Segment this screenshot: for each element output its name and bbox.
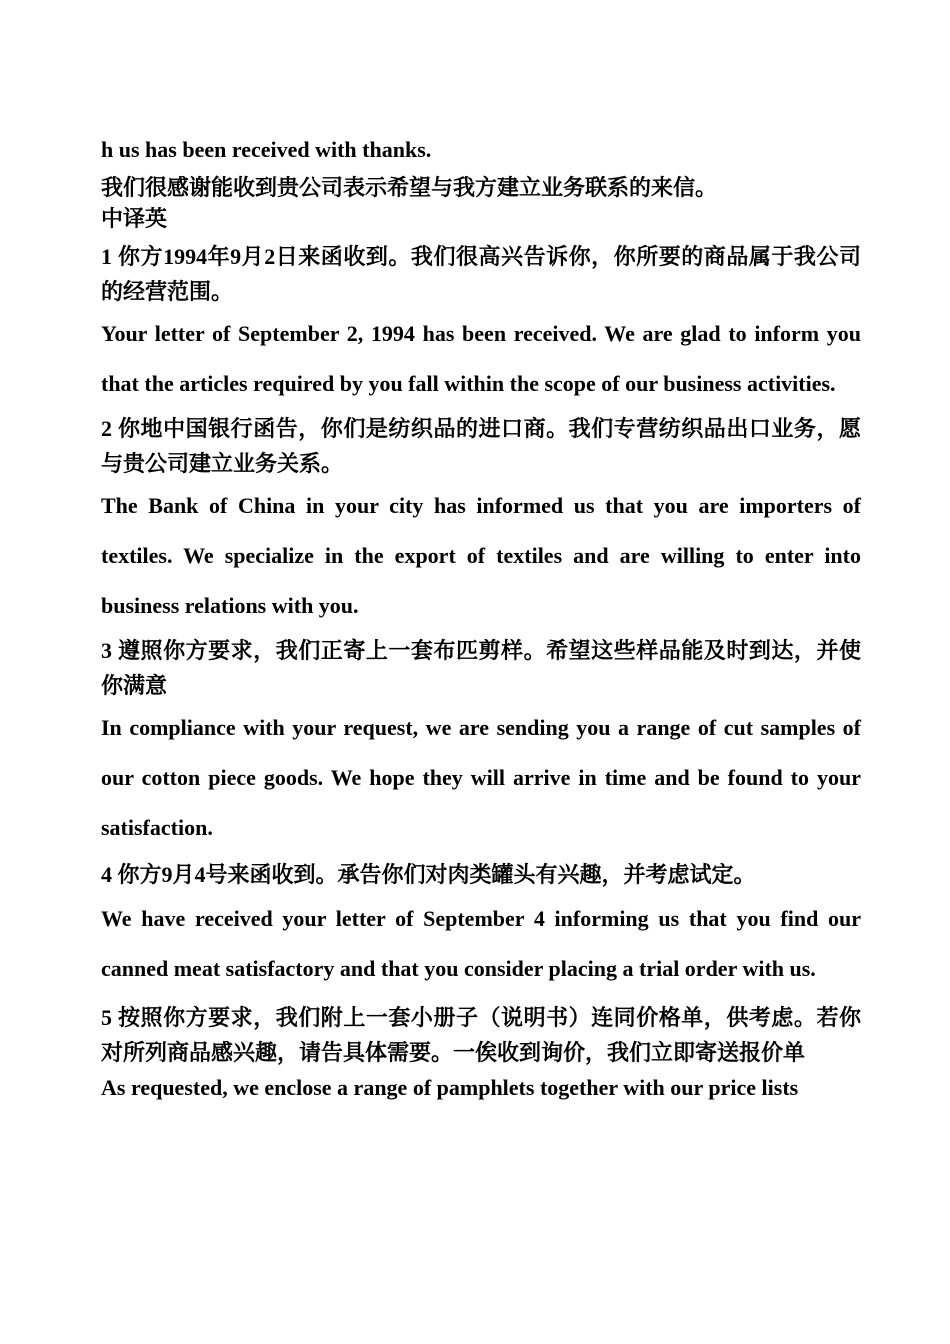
item-5-english: As requested, we enclose a range of pamphlets together with our price lists bbox=[101, 1075, 799, 1100]
item-1-chinese: 1 你方1994年9月2日来函收到。我们很高兴告诉你，你所要的商品属于我公司的经营范围。 bbox=[101, 244, 861, 304]
item-2-english: The Bank of China in your city has informed us that you are importers of textiles. We specialize in the export of textiles and are willing to enter into business relations with you. bbox=[101, 493, 861, 618]
item-4-chinese: 4 你方9月4号来函收到。承告你们对肉类罐头有兴趣，并考虑试定。 bbox=[101, 862, 756, 887]
opening-chinese-line: 我们很感谢能收到贵公司表示希望与我方建立业务联系的来信。 bbox=[101, 175, 718, 200]
item-4-english: We have received your letter of September 4 informing us that you find our canned meat satisfactory and that you consider placing a trial order with us. bbox=[101, 906, 861, 981]
document-content bbox=[101, 132, 861, 1106]
item-3-chinese: 3 遵照你方要求，我们正寄上一套布匹剪样。希望这些样品能及时到达，并使你满意 bbox=[101, 638, 861, 698]
section-label: 中译英 bbox=[101, 206, 168, 231]
item-5-chinese: 5 按照你方要求，我们附上一套小册子（说明书）连同价格单，供考虑。若你对所列商品感兴趣，请告具体需要。一俟收到询价，我们立即寄送报价单 bbox=[101, 1005, 861, 1065]
opening-english-line: h us has been received with thanks. bbox=[101, 137, 432, 162]
item-1-english: Your letter of September 2, 1994 has been received. We are glad to inform you that the articles required by you fall within the scope of our business activities. bbox=[101, 321, 861, 396]
item-3-english: In compliance with your request, we are sending you a range of cut samples of our cotton piece goods. We hope they will arrive in time and be found to your satisfaction. bbox=[101, 715, 861, 840]
item-2-chinese: 2 你地中国银行函告，你们是纺织品的进口商。我们专营纺织品出口业务，愿与贵公司建立业务关系。 bbox=[101, 416, 861, 476]
